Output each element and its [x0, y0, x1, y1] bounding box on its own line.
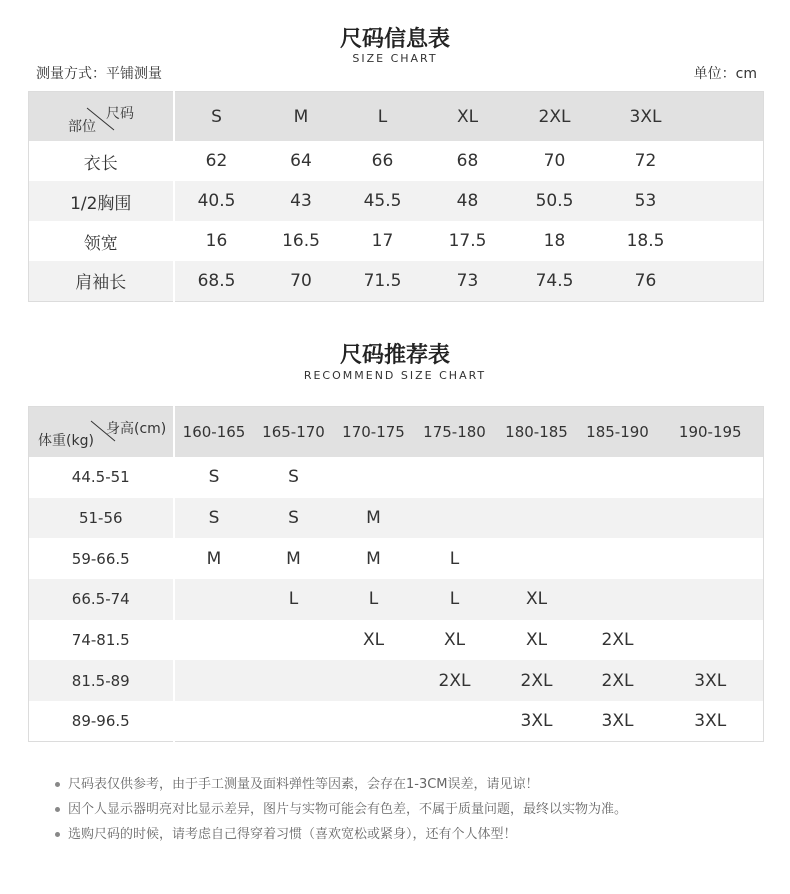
table-row: [29, 221, 764, 261]
weight-label: 44.5-51: [29, 457, 174, 498]
table-row: [29, 457, 764, 498]
table-cell: XL: [443, 630, 466, 651]
table-cell: 76: [596, 261, 696, 301]
table-cell: 3XL: [694, 711, 727, 732]
empty-cell: [696, 261, 764, 301]
weight-label: 89-96.5: [29, 701, 174, 742]
table-cell: 18: [543, 231, 566, 251]
table-cell: [174, 660, 254, 701]
table-cell: 3XL: [658, 660, 764, 701]
table-cell: [578, 498, 658, 539]
size-header: 2XL: [514, 92, 596, 142]
table-cell: 71.5: [344, 261, 422, 301]
table-cell: [334, 701, 414, 742]
table-cell: [254, 660, 334, 701]
table-cell: [658, 457, 764, 498]
table-cell: 70: [543, 151, 566, 171]
size-header: 3XL: [596, 92, 696, 142]
table-cell: 16: [205, 231, 228, 251]
table-cell: 64: [290, 151, 312, 171]
empty-cell: [696, 221, 764, 261]
table-cell: 18.5: [626, 231, 665, 251]
table-cell: [174, 701, 254, 742]
table-cell: 62: [205, 151, 228, 171]
recommend-corner-bottom: 体重(kg): [38, 433, 94, 449]
table-cell: 74.5: [514, 261, 596, 301]
table-cell: S: [208, 467, 220, 488]
note-item: [55, 797, 627, 822]
size-corner-cell: [29, 92, 174, 142]
bullet-icon: [55, 832, 60, 837]
row-label: 肩袖长: [29, 261, 174, 301]
table-cell: [578, 579, 658, 620]
table-cell: 73: [422, 261, 514, 301]
table-row: [29, 261, 764, 301]
table-row: [29, 660, 764, 701]
table-cell: M: [366, 548, 381, 569]
note-item: [55, 772, 627, 797]
size-header: XL: [422, 92, 514, 142]
weight-label: 74-81.5: [29, 620, 174, 661]
table-cell: M: [334, 498, 414, 539]
row-label: 1/2胸围: [29, 181, 174, 221]
size-chart-subtitle: SIZE CHART: [352, 52, 438, 65]
weight-label: 59-66.5: [29, 538, 174, 579]
table-cell: 16.5: [282, 231, 320, 251]
table-cell: [496, 538, 578, 579]
recommend-table: [28, 406, 764, 742]
table-cell: 2XL: [496, 660, 578, 701]
table-cell: 17: [371, 231, 394, 251]
table-cell: 43: [259, 181, 344, 221]
table-row: [29, 538, 764, 579]
table-row: [29, 141, 764, 181]
table-cell: 3XL: [520, 711, 553, 732]
recommend-corner-cell: [29, 407, 174, 458]
table-cell: [658, 579, 764, 620]
table-cell: [496, 457, 578, 498]
row-label: 领宽: [29, 221, 174, 261]
table-cell: L: [334, 579, 414, 620]
height-header: 185-190: [578, 407, 658, 458]
table-cell: 2XL: [601, 630, 634, 651]
height-header-row: [29, 407, 764, 458]
table-cell: [578, 457, 658, 498]
table-cell: [334, 660, 414, 701]
table-row: [29, 181, 764, 221]
table-cell: M: [286, 548, 301, 569]
height-header: 180-185: [496, 407, 578, 458]
size-chart-title: 尺码信息表: [339, 27, 450, 52]
height-header: 160-165: [174, 407, 254, 458]
recommend-corner-top: 身高(cm): [106, 421, 167, 437]
note-text: 因个人显示器明亮对比显示差异，图片与实物可能会有色差，不属于质量问题，最终以实物为准。: [68, 802, 628, 817]
table-cell: 70: [259, 261, 344, 301]
empty-cell: [696, 181, 764, 221]
table-cell: 2XL: [578, 660, 658, 701]
table-cell: [414, 457, 496, 498]
table-cell: 66: [371, 151, 394, 171]
size-header: M: [259, 92, 344, 142]
table-cell: 17.5: [448, 231, 487, 251]
table-cell: 48: [422, 181, 514, 221]
measure-method: 测量方式：平铺测量: [36, 66, 162, 82]
table-cell: L: [449, 548, 460, 569]
size-header: S: [174, 92, 259, 142]
size-corner-bottom: 部位: [68, 119, 96, 135]
weight-label: 66.5-74: [29, 579, 174, 620]
table-row: [29, 620, 764, 661]
unit-label: 单位：cm: [693, 66, 757, 82]
note-text: 尺码表仅供参考，由于手工测量及面料弹性等因素，会存在1-3CM误差，请见谅！: [68, 777, 539, 792]
recommend-chart-subtitle: RECOMMEND SIZE CHART: [303, 369, 487, 382]
table-cell: [658, 620, 764, 661]
empty-cell: [696, 141, 764, 181]
table-cell: [658, 498, 764, 539]
table-cell: M: [206, 548, 222, 569]
table-cell: [334, 457, 414, 498]
height-header: 170-175: [334, 407, 414, 458]
table-row: [29, 701, 764, 742]
recommend-chart-title: 尺码推荐表: [339, 343, 450, 368]
table-cell: [658, 538, 764, 579]
table-row: [29, 579, 764, 620]
table-cell: 68: [456, 151, 479, 171]
height-header: 190-195: [658, 407, 764, 458]
table-cell: [254, 701, 334, 742]
table-cell: S: [288, 467, 299, 488]
table-cell: 2XL: [414, 660, 496, 701]
table-cell: [578, 538, 658, 579]
notes-list: [55, 772, 627, 847]
table-cell: [496, 498, 578, 539]
bullet-icon: [55, 782, 60, 787]
table-cell: [174, 579, 254, 620]
table-cell: S: [254, 498, 334, 539]
table-cell: [254, 620, 334, 661]
weight-label: 51-56: [29, 498, 174, 539]
table-cell: L: [414, 579, 496, 620]
size-header-row: [29, 92, 764, 142]
table-row: [29, 498, 764, 539]
table-cell: L: [254, 579, 334, 620]
size-corner-top: 尺码: [106, 106, 134, 122]
height-header: 165-170: [254, 407, 334, 458]
height-header: 175-180: [414, 407, 496, 458]
size-table: [28, 91, 764, 302]
note-item: [55, 822, 627, 847]
row-label: 衣长: [29, 141, 174, 181]
empty-cell: [696, 92, 764, 142]
table-cell: XL: [362, 630, 385, 651]
table-cell: 68.5: [174, 261, 259, 301]
table-cell: S: [174, 498, 254, 539]
size-header: L: [344, 92, 422, 142]
note-text: 选购尺码的时候，请考虑自己得穿着习惯（喜欢宽松或紧身），还有个人体型！: [68, 827, 517, 842]
table-cell: 72: [634, 151, 657, 171]
table-cell: [414, 701, 496, 742]
table-cell: [174, 620, 254, 661]
weight-label: 81.5-89: [29, 660, 174, 701]
diagonal-divider: [29, 92, 174, 141]
table-cell: 53: [596, 181, 696, 221]
table-cell: XL: [496, 579, 578, 620]
table-cell: XL: [525, 630, 548, 651]
table-cell: 40.5: [174, 181, 259, 221]
table-cell: 3XL: [601, 711, 634, 732]
table-cell: [414, 498, 496, 539]
bullet-icon: [55, 807, 60, 812]
table-cell: 45.5: [344, 181, 422, 221]
table-cell: 50.5: [514, 181, 596, 221]
